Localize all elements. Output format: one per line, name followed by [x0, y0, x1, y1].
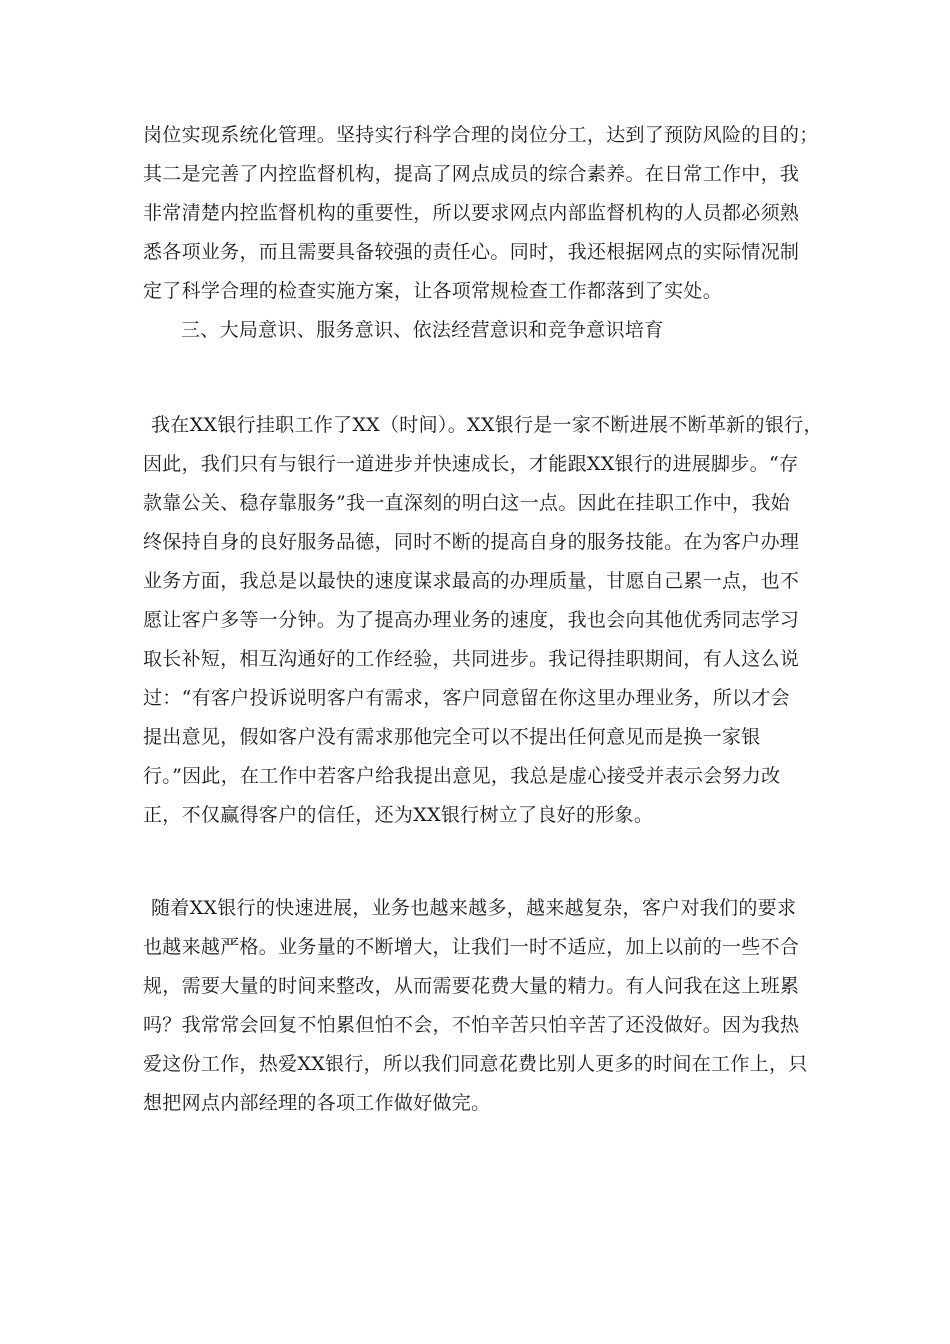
paragraph-line: 爱这份工作，热爱XX银行，所以我们同意花费比别人更多的时间在工作上，只 [143, 1053, 808, 1075]
section-heading: 三、大局意识、服务意识、依法经营意识和竞争意识培育 [181, 319, 664, 341]
paragraph-line: 定了科学合理的检查实施方案，让各项常规检查工作都落到了实处。 [143, 280, 723, 302]
paragraph-line: 行。”因此，在工作中若客户给我提出意见，我总是虚心接受并表示会努力改 [143, 765, 781, 787]
paragraph-line: 款靠公关、稳存靠服务”我一直深刻的明白这一点。因此在挂职工作中，我始 [143, 492, 790, 514]
paragraph-line: 因此，我们只有与银行一道进步并快速成长，才能跟XX银行的进展脚步。“存 [143, 453, 799, 475]
paragraph-line: 业务方面，我总是以最快的速度谋求最高的办理质量，甘愿自己累一点，也不 [143, 570, 800, 592]
paragraph-line: 岗位实现系统化管理。坚持实行科学合理的岗位分工，达到了预防风险的目的； [143, 124, 819, 146]
paragraph-line: 随着XX银行的快速进展，业务也越来越多，越来越复杂，客户对我们的要求 [151, 897, 797, 919]
paragraph-line: 取长补短，相互沟通好的工作经验，共同进步。我记得挂职期间，有人这么说 [143, 648, 800, 670]
paragraph-line: 愿让客户多等一分钟。为了提高办理业务的速度，我也会向其他优秀同志学习 [143, 609, 800, 631]
paragraph-line: 其二是完善了内控监督机构，提高了网点成员的综合素养。在日常工作中，我 [143, 163, 800, 185]
paragraph-line: 非常清楚内控监督机构的重要性，所以要求网点内部监督机构的人员都必须熟 [143, 202, 800, 224]
paragraph-line: 规，需要大量的时间来整改，从而需要花费大量的精力。有人问我在这上班累 [143, 975, 800, 997]
paragraph-line: 也越来越严格。业务量的不断增大，让我们一时不适应，加上以前的一些不合 [143, 936, 800, 958]
paragraph-line: 想把网点内部经理的各项工作做好做完。 [143, 1092, 491, 1114]
paragraph-line: 终保持自身的良好服务品德，同时不断的提高自身的服务技能。在为客户办理 [143, 531, 800, 553]
paragraph-line: 提出意见，假如客户没有需求那他完全可以不提出任何意见而是换一家银 [143, 726, 761, 748]
paragraph-line: 我在XX银行挂职工作了XX（时间）。XX银行是一家不断进展不断革新的银行， [151, 414, 823, 436]
paragraph-line: 悉各项业务，而且需要具备较强的责任心。同时，我还根据网点的实际情况制 [143, 241, 800, 263]
paragraph-line: 正，不仅赢得客户的信任，还为XX银行树立了良好的形象。 [143, 804, 654, 826]
paragraph-line: 吗？我常常会回复不怕累但怕不会，不怕辛苦只怕辛苦了还没做好。因为我热 [143, 1014, 800, 1036]
paragraph-line: 过：“有客户投诉说明客户有需求，客户同意留在你这里办理业务，所以才会 [143, 687, 790, 709]
